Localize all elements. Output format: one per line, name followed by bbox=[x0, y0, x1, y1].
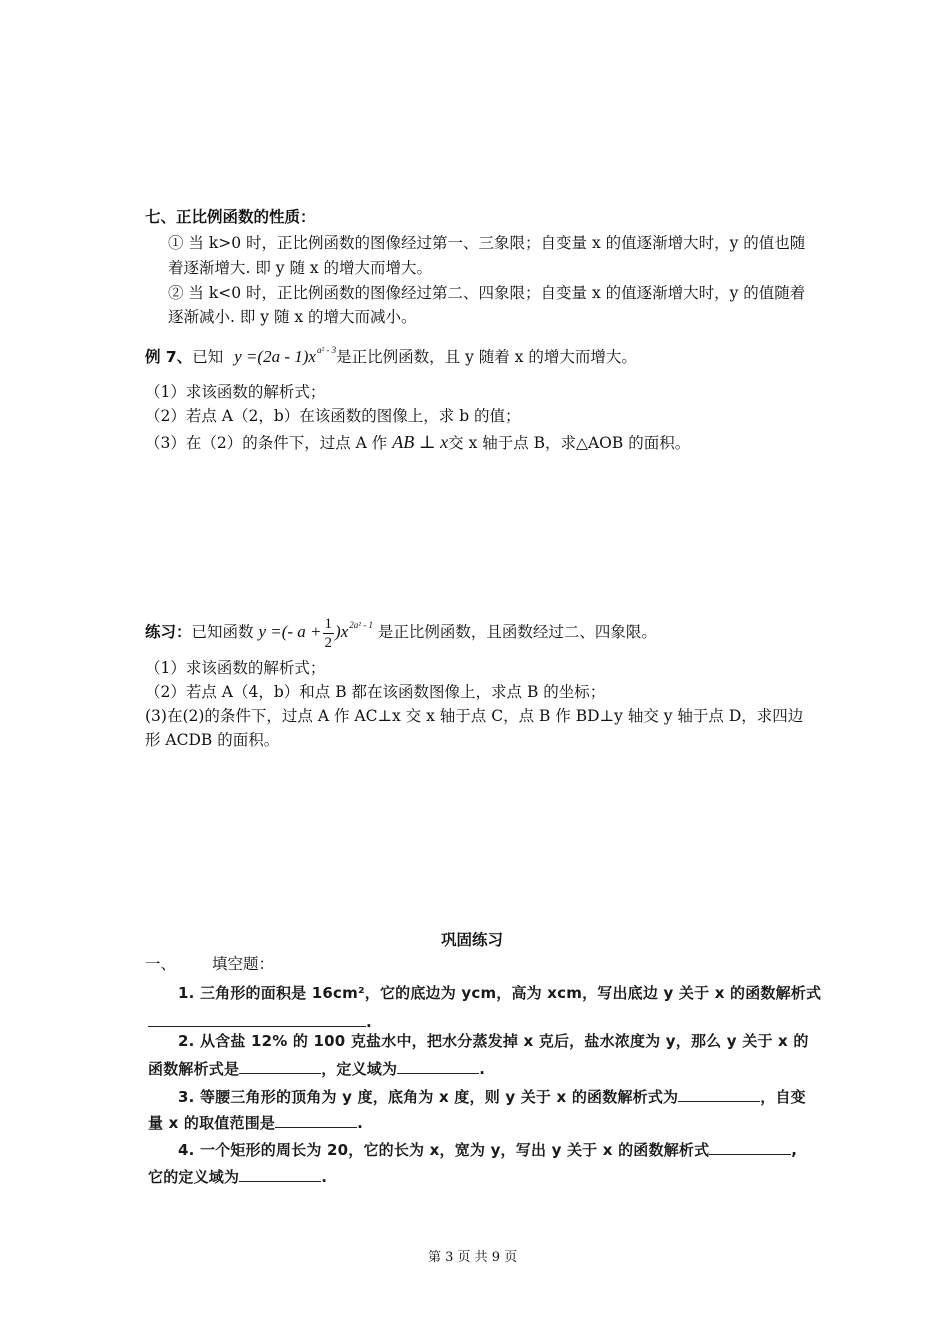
fill-item-2-line-2: 函数解析式是 ，定义域为 . bbox=[148, 1060, 486, 1078]
practice-question-3-line-2: 形 ACDB 的面积。 bbox=[145, 731, 280, 749]
part-one-number: 一、 bbox=[145, 955, 177, 973]
answer-blank[interactable] bbox=[275, 1113, 357, 1128]
practice-tail: 是正比例函数，且函数经过二、四象限。 bbox=[377, 623, 657, 641]
practice-label: 练习： bbox=[145, 623, 192, 641]
consolidation-title: 巩固练习 bbox=[441, 931, 504, 949]
example-question-1: （1）求该函数的解析式； bbox=[145, 383, 326, 401]
fill-item-4-line-2: 它的定义域为 . bbox=[148, 1168, 328, 1186]
fill-item-3-line-1: 3. 等腰三角形的顶角为 y 度，底角为 x 度，则 y 关于 x 的函数解析式为 ，自变 bbox=[178, 1088, 806, 1106]
example-lead: 已知 bbox=[192, 348, 224, 366]
example-question-3: （3）在（2）的条件下，过点 A 作 AB ⊥ x交 x 轴于点 B，求△AOB 的面积。 bbox=[145, 432, 691, 452]
answer-blank[interactable] bbox=[148, 1012, 366, 1027]
practice-statement bbox=[145, 603, 657, 654]
property-1-line-1: ① 当 k>0 时，正比例函数的图像经过第一、三象限；自变量 x 的值逐渐增大时，y 的值也随 bbox=[168, 234, 806, 252]
fill-item-2-line-1: 2. 从含盐 12% 的 100 克盐水中，把水分蒸发掉 x 克后，盐水浓度为 y，那么 y 关于 x 的 bbox=[178, 1032, 809, 1050]
example-7-statement bbox=[145, 335, 637, 372]
practice-formula: y =(- a + $\frac{1}{2}$ )$x^{2a^2 - 1}$ bbox=[258, 615, 373, 651]
fill-item-3-line-2: 量 x 的取值范围是 . bbox=[148, 1114, 364, 1132]
practice-question-3-line-1: (3)在(2)的条件下，过点 A 作 AC⊥x 交 x 轴于点 C，点 B 作 BD⊥y 轴交 y 轴于点 D，求四边 bbox=[145, 707, 804, 725]
page-footer: 第 3 页 共 9 页 bbox=[428, 1250, 518, 1265]
practice-question-2: （2）若点 A（4，b）和点 B 都在该函数图像上，求点 B 的坐标； bbox=[145, 683, 606, 701]
property-2-line-2: 逐渐减小. 即 y 随 x 的增大而减小。 bbox=[168, 308, 417, 326]
property-2-line-1: ② 当 k<0 时，正比例函数的图像经过第二、四象限；自变量 x 的值逐渐增大时，y 的值随着 bbox=[168, 284, 806, 302]
perpendicular-formula: AB ⊥ x bbox=[392, 432, 449, 452]
property-1-line-2: 着逐渐增大. 即 y 随 x 的增大而增大。 bbox=[168, 259, 433, 277]
fill-item-1-line-1: 1. 三角形的面积是 16cm²，它的底边为 ycm，高为 xcm，写出底边 y 关于 x 的函数解析式 bbox=[178, 984, 822, 1002]
practice-lead: 已知函数 bbox=[191, 623, 254, 641]
example-label: 例 7、 bbox=[145, 348, 193, 366]
part-one-title: 填空题： bbox=[212, 955, 275, 973]
practice-question-1: （1）求该函数的解析式； bbox=[145, 659, 326, 677]
fill-item-1-line-2: . bbox=[148, 1011, 372, 1033]
example-question-2: （2）若点 A（2，b）在该函数的图像上，求 b 的值； bbox=[145, 407, 521, 425]
example-tail: 是正比例函数，且 y 随着 x 的增大而增大。 bbox=[336, 348, 637, 366]
answer-blank[interactable] bbox=[678, 1087, 760, 1102]
answer-blank[interactable] bbox=[239, 1167, 321, 1182]
answer-blank[interactable] bbox=[397, 1059, 479, 1074]
section-heading: 七、正比例函数的性质： bbox=[145, 208, 316, 226]
example-formula: $y =(2a - 1)x^{a^2 - 3}$ bbox=[234, 345, 337, 366]
answer-blank[interactable] bbox=[709, 1140, 791, 1155]
answer-blank[interactable] bbox=[239, 1059, 321, 1074]
fill-item-4-line-1: 4. 一个矩形的周长为 20，它的长为 x，宽为 y，写出 y 关于 x 的函数解析式 , bbox=[178, 1141, 798, 1159]
